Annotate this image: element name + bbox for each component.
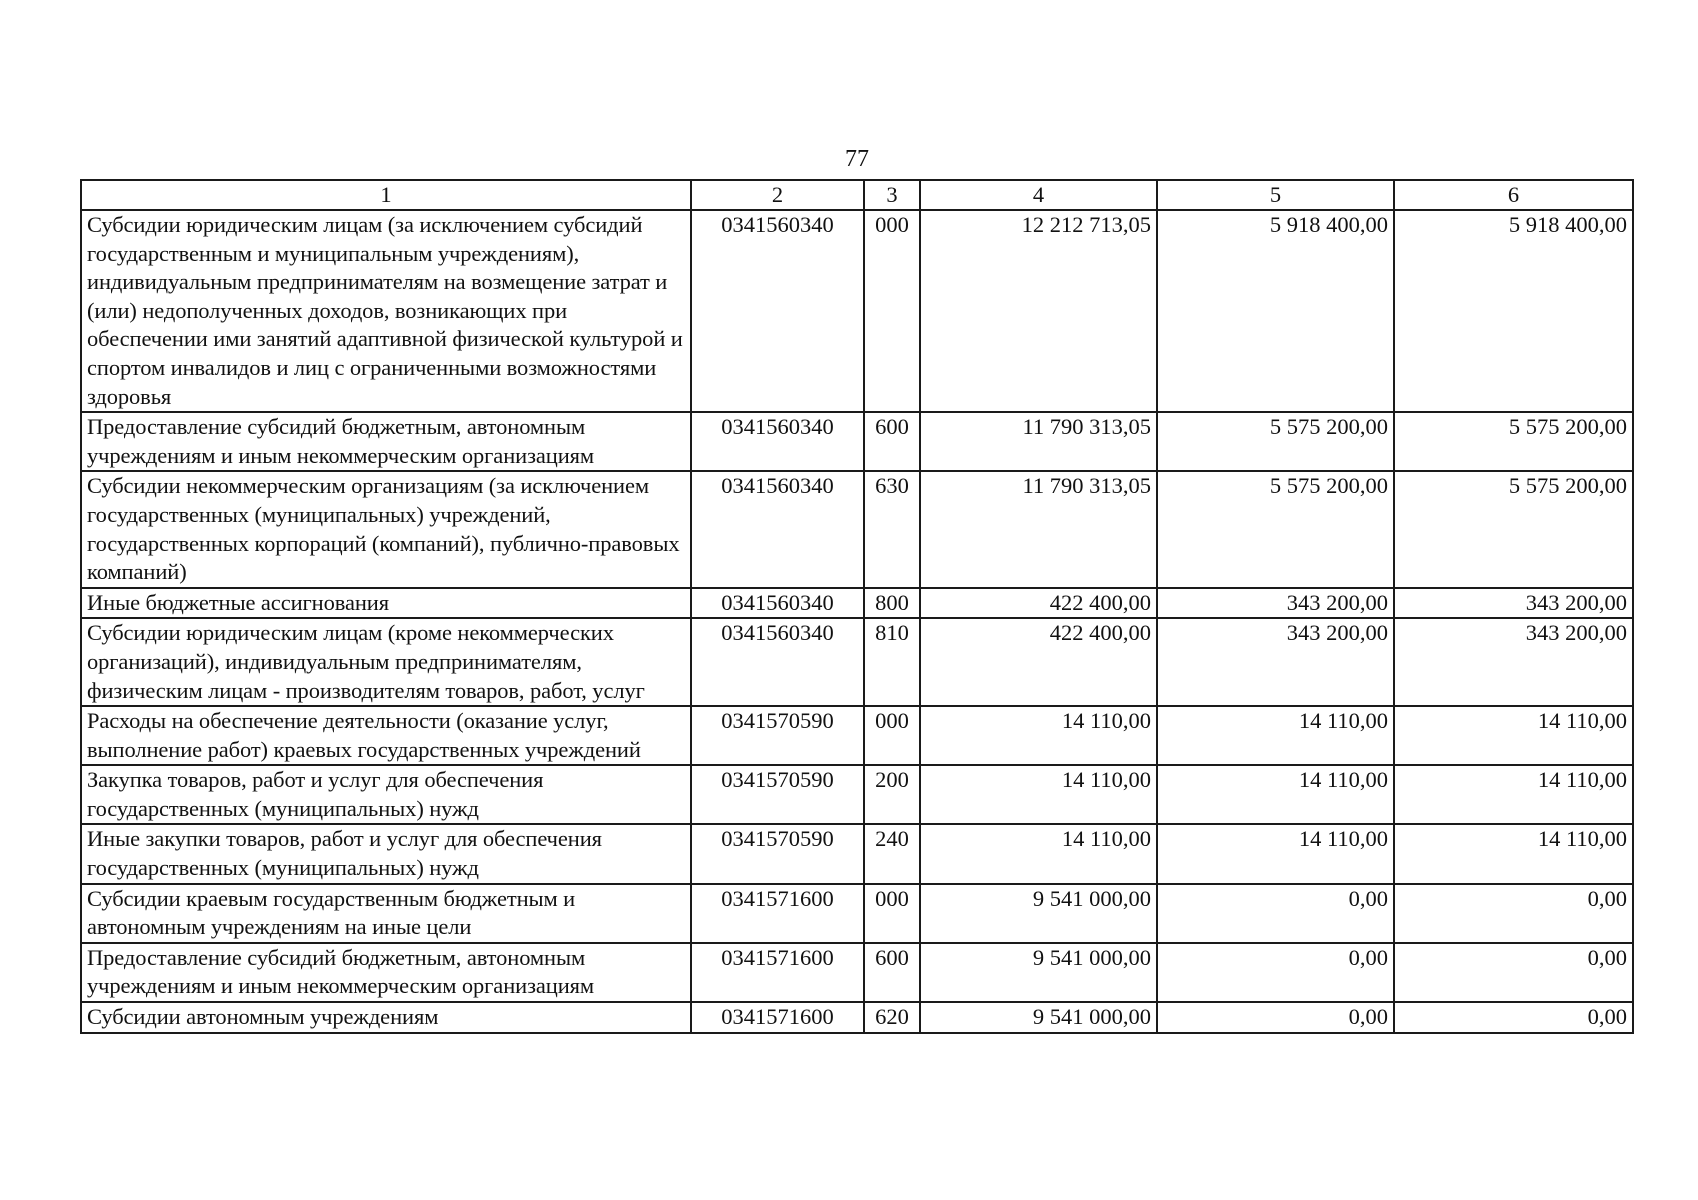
- row-target-code: 0341571600: [691, 1002, 864, 1033]
- row-amount-col5: 5 575 200,00: [1157, 471, 1394, 587]
- row-amount-col5: 0,00: [1157, 943, 1394, 1002]
- row-target-code: 0341570590: [691, 706, 864, 765]
- row-expense-type: 000: [864, 884, 920, 943]
- row-expense-type: 630: [864, 471, 920, 587]
- row-amount-col4: 14 110,00: [920, 765, 1157, 824]
- row-amount-col4: 9 541 000,00: [920, 884, 1157, 943]
- row-name: Субсидии краевым государственным бюджетным и автономным учреждениям на иные цели: [81, 884, 691, 943]
- row-amount-col6: 5 575 200,00: [1394, 412, 1633, 471]
- row-amount-col5: 14 110,00: [1157, 765, 1394, 824]
- table-row: [81, 943, 1633, 1002]
- row-target-code: 0341560340: [691, 412, 864, 471]
- row-amount-col5: 5 918 400,00: [1157, 210, 1394, 412]
- row-expense-type: 810: [864, 618, 920, 706]
- column-header-4: 4: [920, 180, 1157, 210]
- column-header-2: 2: [691, 180, 864, 210]
- table-row: [81, 210, 1633, 412]
- page-number: 77: [845, 146, 869, 172]
- row-amount-col4: 422 400,00: [920, 588, 1157, 619]
- row-name: Предоставление субсидий бюджетным, автономным учреждениям и иным некоммерческим организациям: [81, 412, 691, 471]
- row-name: Субсидии юридическим лицам (за исключением субсидий государственным и муниципальным учреждениям), индивидуальным предпринимателям на возмещение затрат и (или) недополученных доходов, возникающих при обеспечении ими занятий адаптивной физической культурой и спортом инвалидов и лиц с ограниченными возможностями здоровья: [81, 210, 691, 412]
- table-row: [81, 706, 1633, 765]
- table-row: [81, 884, 1633, 943]
- row-amount-col5: 14 110,00: [1157, 824, 1394, 883]
- row-amount-col5: 14 110,00: [1157, 706, 1394, 765]
- row-amount-col5: 343 200,00: [1157, 618, 1394, 706]
- row-amount-col5: 343 200,00: [1157, 588, 1394, 619]
- row-name: Субсидии некоммерческим организациям (за исключением государственных (муниципальных) учреждений, государственных корпораций (компаний), публично-правовых компаний): [81, 471, 691, 587]
- row-amount-col4: 9 541 000,00: [920, 1002, 1157, 1033]
- row-amount-col6: 343 200,00: [1394, 588, 1633, 619]
- row-target-code: 0341571600: [691, 884, 864, 943]
- row-expense-type: 600: [864, 412, 920, 471]
- row-name: Иные бюджетные ассигнования: [81, 588, 691, 619]
- row-expense-type: 240: [864, 824, 920, 883]
- table-row: [81, 1002, 1633, 1033]
- table-row: [81, 824, 1633, 883]
- row-name: Расходы на обеспечение деятельности (оказание услуг, выполнение работ) краевых государственных учреждений: [81, 706, 691, 765]
- budget-table: [80, 179, 1634, 1034]
- row-amount-col6: 0,00: [1394, 1002, 1633, 1033]
- row-amount-col5: 5 575 200,00: [1157, 412, 1394, 471]
- row-amount-col5: 0,00: [1157, 884, 1394, 943]
- row-amount-col4: 9 541 000,00: [920, 943, 1157, 1002]
- row-amount-col6: 5 575 200,00: [1394, 471, 1633, 587]
- row-expense-type: 000: [864, 706, 920, 765]
- row-name: Субсидии автономным учреждениям: [81, 1002, 691, 1033]
- row-amount-col4: 14 110,00: [920, 706, 1157, 765]
- row-amount-col4: 12 212 713,05: [920, 210, 1157, 412]
- column-header-5: 5: [1157, 180, 1394, 210]
- row-amount-col6: 0,00: [1394, 884, 1633, 943]
- row-amount-col6: 343 200,00: [1394, 618, 1633, 706]
- row-target-code: 0341570590: [691, 824, 864, 883]
- row-expense-type: 200: [864, 765, 920, 824]
- row-expense-type: 600: [864, 943, 920, 1002]
- column-header-1: 1: [81, 180, 691, 210]
- row-name: Субсидии юридическим лицам (кроме некоммерческих организаций), индивидуальным предпринимателям, физическим лицам - производителям товаров, работ, услуг: [81, 618, 691, 706]
- row-name: Иные закупки товаров, работ и услуг для обеспечения государственных (муниципальных) нужд: [81, 824, 691, 883]
- row-amount-col4: 11 790 313,05: [920, 471, 1157, 587]
- row-amount-col6: 14 110,00: [1394, 706, 1633, 765]
- row-expense-type: 000: [864, 210, 920, 412]
- row-name: Закупка товаров, работ и услуг для обеспечения государственных (муниципальных) нужд: [81, 765, 691, 824]
- row-amount-col6: 0,00: [1394, 943, 1633, 1002]
- row-amount-col4: 14 110,00: [920, 824, 1157, 883]
- table-row: [81, 471, 1633, 587]
- table-row: [81, 765, 1633, 824]
- column-header-3: 3: [864, 180, 920, 210]
- row-amount-col6: 5 918 400,00: [1394, 210, 1633, 412]
- table-row: [81, 618, 1633, 706]
- table-row: [81, 588, 1633, 619]
- row-amount-col6: 14 110,00: [1394, 765, 1633, 824]
- column-header-6: 6: [1394, 180, 1633, 210]
- row-amount-col6: 14 110,00: [1394, 824, 1633, 883]
- row-target-code: 0341560340: [691, 618, 864, 706]
- table-row: [81, 412, 1633, 471]
- row-target-code: 0341560340: [691, 588, 864, 619]
- row-target-code: 0341570590: [691, 765, 864, 824]
- row-target-code: 0341560340: [691, 471, 864, 587]
- row-target-code: 0341560340: [691, 210, 864, 412]
- row-expense-type: 800: [864, 588, 920, 619]
- table-header-row: [81, 180, 1633, 210]
- row-amount-col5: 0,00: [1157, 1002, 1394, 1033]
- row-amount-col4: 422 400,00: [920, 618, 1157, 706]
- row-name: Предоставление субсидий бюджетным, автономным учреждениям и иным некоммерческим организациям: [81, 943, 691, 1002]
- row-target-code: 0341571600: [691, 943, 864, 1002]
- row-expense-type: 620: [864, 1002, 920, 1033]
- row-amount-col4: 11 790 313,05: [920, 412, 1157, 471]
